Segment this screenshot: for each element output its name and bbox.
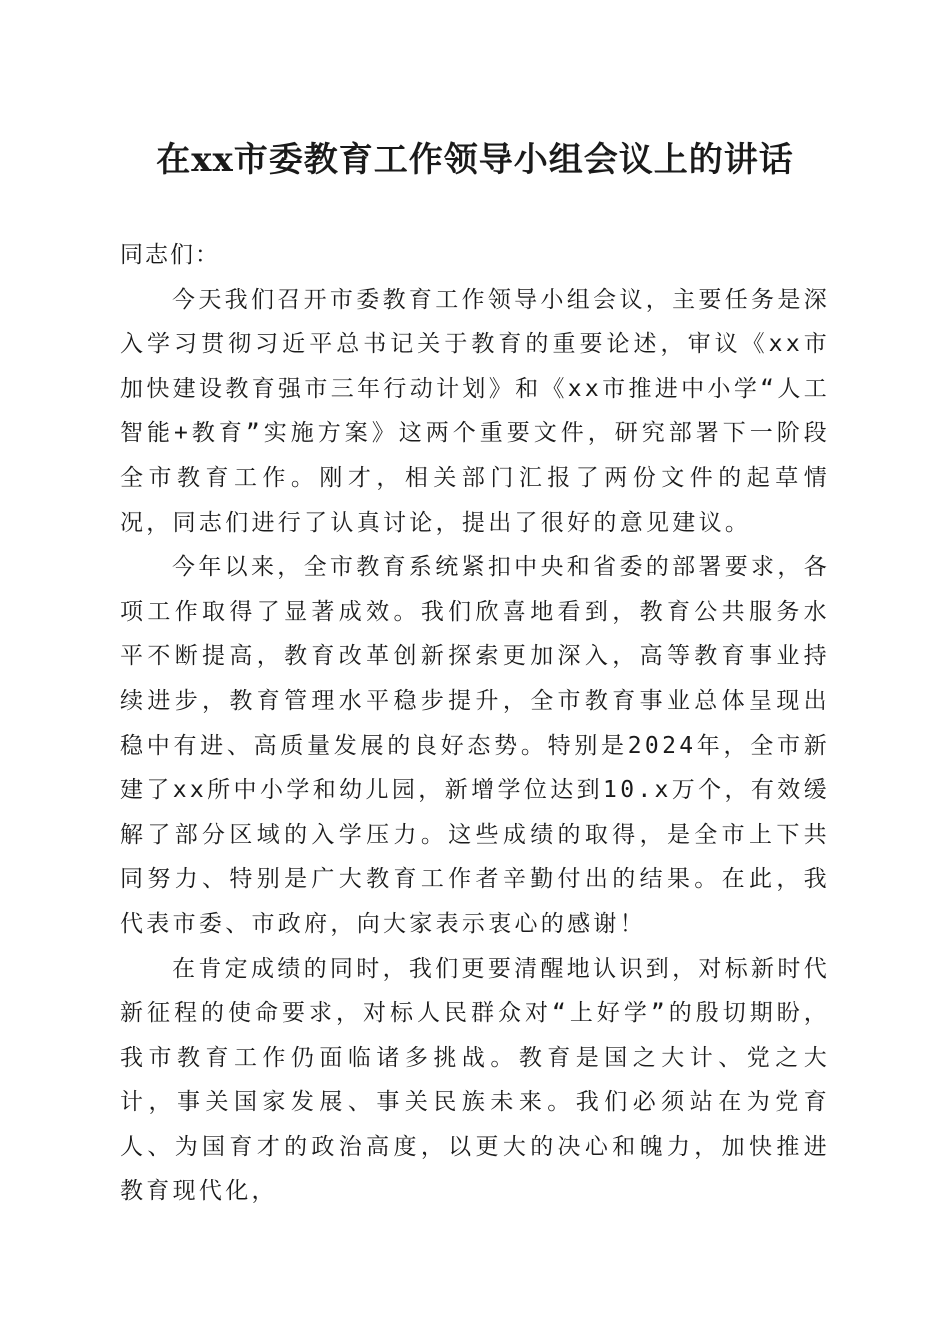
paragraph-2: 今年以来，全市教育系统紧扣中央和省委的部署要求，各项工作取得了显著成效。我们欣喜地看到，教育公共服务水平不断提高，教育改革创新探索更加深入，高等教育事业持续进步，教育管理水平稳步提升，全市教育事业总体呈现出稳中有进、高质量发展的良好态势。特别是2024年，全市新建了xx所中小学和幼儿园，新增学位达到10.x万个，有效缓解了部分区域的入学压力。这些成绩的取得，是全市上下共同努力、特别是广大教育工作者辛勤付出的结果。在此，我代表市委、市政府，向大家表示衷心的感谢！ [120, 554, 830, 937]
speech-body [120, 233, 830, 1214]
greeting: 同志们： [120, 242, 220, 268]
paragraph-1: 今天我们召开市委教育工作领导小组会议，主要任务是深入学习贯彻习近平总书记关于教育的重要论述，审议《xx市加快建设教育强市三年行动计划》和《xx市推进中小学“人工智能+教育”实施方案》这两个重要文件，研究部署下一阶段全市教育工作。刚才，相关部门汇报了两份文件的起草情况，同志们进行了认真讨论，提出了很好的意见建议。 [120, 286, 830, 536]
paragraph-3: 在肯定成绩的同时，我们更要清醒地认识到，对标新时代新征程的使命要求，对标人民群众对“上好学”的殷切期盼，我市教育工作仍面临诸多挑战。教育是国之大计、党之大计，事关国家发展、事关民族未来。我们必须站在为党育人、为国育才的政治高度，以更大的决心和魄力，加快推进教育现代化， [120, 955, 830, 1205]
page-title: 在xx市委教育工作领导小组会议上的讲话 [156, 140, 794, 180]
